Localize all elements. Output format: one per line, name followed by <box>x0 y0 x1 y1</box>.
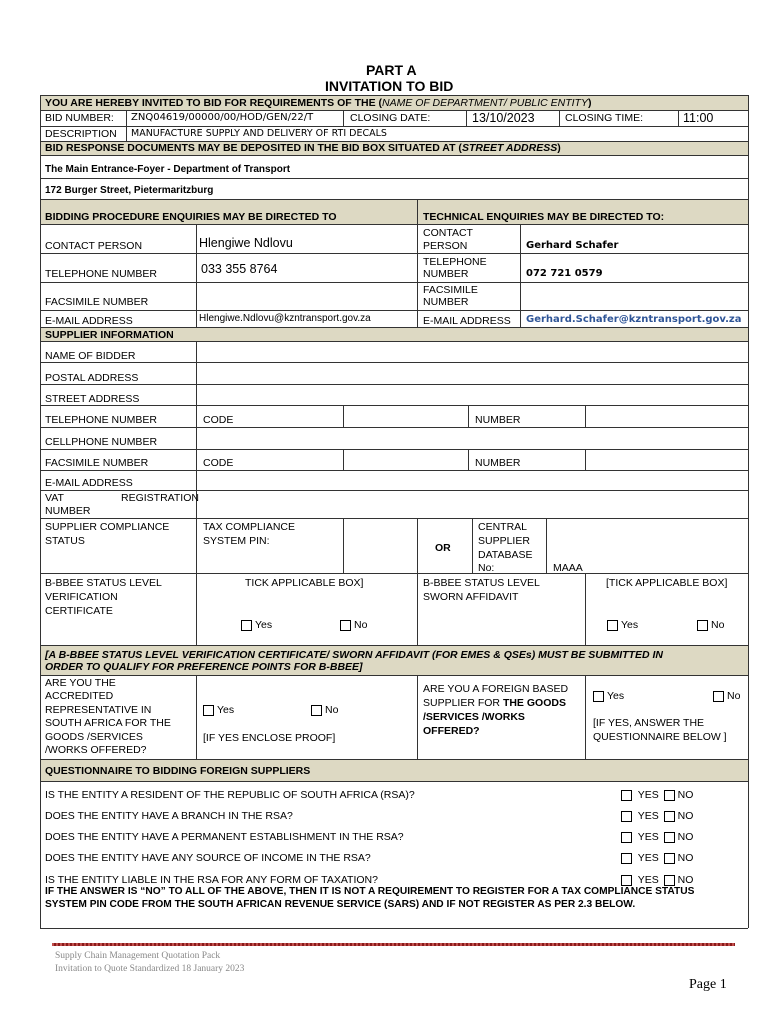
foreign-q-2: SUPPLIER FOR THE GOODS <box>423 697 566 709</box>
compliance-label-2: STATUS <box>45 535 85 547</box>
accredited-no-option[interactable]: No <box>311 704 338 716</box>
tech-contact: Gerhard Schafer <box>526 240 619 251</box>
fax-code-label: CODE <box>203 457 234 469</box>
maaa-prefix: MAAA <box>553 562 583 574</box>
checkbox-icon[interactable] <box>664 875 675 886</box>
bbbee-notice-2: ORDER TO QUALIFY FOR PREFERENCE POINTS FOR B-BBEE] <box>45 661 363 673</box>
tech-email-label: E-MAIL ADDRESS <box>423 315 511 327</box>
q2-answer[interactable]: YES NO <box>621 810 693 822</box>
foreign-note-2: QUESTIONNAIRE BELOW ] <box>593 731 727 743</box>
technical-enquiries-heading: TECHNICAL ENQUIRIES MAY BE DIRECTED TO: <box>423 211 665 223</box>
checkbox-icon[interactable] <box>340 620 351 631</box>
bbbee-notice-1: [A B-BBEE STATUS LEVEL VERIFICATION CERTIFICATE/ SWORN AFFIDAVIT (FOR EMES & QSEs) MUST BE SUBMITTED IN <box>45 649 663 661</box>
checkbox-icon[interactable] <box>607 620 618 631</box>
bbbee-cert-label-3: CERTIFICATE <box>45 605 113 617</box>
foreign-q-1: ARE YOU A FOREIGN BASED <box>423 683 569 695</box>
q5-answer[interactable]: YES NO <box>621 874 693 886</box>
accredited-q-1: ARE YOU THE <box>45 677 116 689</box>
q1-answer[interactable]: YES NO <box>621 789 693 801</box>
supplier-heading: SUPPLIER INFORMATION <box>45 329 174 341</box>
description: MANUFACTURE SUPPLY AND DELIVERY OF RTI DECALS <box>131 128 387 139</box>
bbbee-affidavit-label-1: B-BBEE STATUS LEVEL <box>423 577 540 589</box>
checkbox-icon[interactable] <box>593 691 604 702</box>
checkbox-icon[interactable] <box>664 832 675 843</box>
csd-label-3: DATABASE <box>478 549 533 561</box>
foreign-no-option[interactable]: No <box>713 690 740 702</box>
description-label: DESCRIPTION <box>45 128 117 140</box>
question-2: DOES THE ENTITY HAVE A BRANCH IN THE RSA? <box>45 810 293 822</box>
page-title: INVITATION TO BID <box>325 78 454 94</box>
tax-pin-label-2: SYSTEM PIN: <box>203 535 270 547</box>
accredited-q-5: GOODS /SERVICES <box>45 731 143 743</box>
question-1: IS THE ENTITY A RESIDENT OF THE REPUBLIC OF SOUTH AFRICA (RSA)? <box>45 789 415 801</box>
tech-contact-label-2: PERSON <box>423 240 468 252</box>
page-number: Page 1 <box>689 977 727 992</box>
questionnaire-conclusion-1: IF THE ANSWER IS “NO” TO ALL OF THE ABOVE, THEN IT IS NOT A REQUIREMENT TO REGISTER FOR A TAX COMPLIANCE STATUS <box>45 886 695 897</box>
accredited-yes-option[interactable]: Yes <box>203 704 234 716</box>
tech-fax-label-1: FACSIMILE <box>423 284 478 296</box>
cert-no-option[interactable]: No <box>340 619 367 631</box>
checkbox-icon[interactable] <box>621 853 632 864</box>
supplier-email-label: E-MAIL ADDRESS <box>45 477 133 489</box>
affidavit-yes-option[interactable]: Yes <box>607 619 638 631</box>
foreign-q-3: /SERVICES /WORKS <box>423 711 525 723</box>
accredited-q-2: ACCREDITED <box>45 690 114 702</box>
closing-date-label: CLOSING DATE: <box>350 112 431 124</box>
supplier-fax-label: FACSIMILE NUMBER <box>45 457 149 469</box>
question-3: DOES THE ENTITY HAVE A PERMANENT ESTABLISHMENT IN THE RSA? <box>45 831 404 843</box>
contact-person: Hlengiwe Ndlovu <box>199 236 293 250</box>
bbbee-cert-label-1: B-BBEE STATUS LEVEL <box>45 577 162 589</box>
bid-number-label: BID NUMBER: <box>45 112 114 124</box>
accredited-q-3: REPRESENTATIVE IN <box>45 704 152 716</box>
checkbox-icon[interactable] <box>697 620 708 631</box>
q4-answer[interactable]: YES NO <box>621 852 693 864</box>
foreign-note-1: [IF YES, ANSWER THE <box>593 717 705 729</box>
checkbox-icon[interactable] <box>621 875 632 886</box>
checkbox-icon[interactable] <box>621 790 632 801</box>
question-5: IS THE ENTITY LIABLE IN THE RSA FOR ANY FORM OF TAXATION? <box>45 874 378 886</box>
checkbox-icon[interactable] <box>664 853 675 864</box>
bidding-enquiries-heading: BIDDING PROCEDURE ENQUIRIES MAY BE DIRECTED TO <box>45 211 337 223</box>
deposit-address-line1: The Main Entrance-Foyer - Department of Transport <box>45 164 291 175</box>
telephone-number-label: NUMBER <box>475 414 521 426</box>
foreign-yes-option[interactable]: Yes <box>593 690 624 702</box>
cert-yes-option[interactable]: Yes <box>241 619 272 631</box>
tech-email: Gerhard.Schafer@kzntransport.gov.za <box>526 314 742 325</box>
question-4: DOES THE ENTITY HAVE ANY SOURCE OF INCOME IN THE RSA? <box>45 852 371 864</box>
csd-label-2: SUPPLIER <box>478 535 530 547</box>
tech-fax-label-2: NUMBER <box>423 296 469 308</box>
q3-answer[interactable]: YES NO <box>621 831 693 843</box>
supplier-telephone-label: TELEPHONE NUMBER <box>45 414 158 426</box>
tech-telephone: 072 721 0579 <box>526 268 603 279</box>
tick-box-label-2: [TICK APPLICABLE BOX] <box>606 577 728 589</box>
vat-label-2: REGISTRATION <box>121 492 199 504</box>
email: Hlengiwe.Ndlovu@kzntransport.gov.za <box>199 313 371 324</box>
csd-label-4: No: <box>478 562 495 574</box>
checkbox-icon[interactable] <box>621 811 632 822</box>
footer-line-2: Invitation to Quote Standardized 18 January 2023 <box>55 964 245 974</box>
telephone: 033 355 8764 <box>201 262 278 276</box>
checkbox-icon[interactable] <box>664 790 675 801</box>
cellphone-label: CELLPHONE NUMBER <box>45 436 158 448</box>
bbbee-affidavit-label-2: SWORN AFFIDAVIT <box>423 591 519 603</box>
tick-box-label-1: TICK APPLICABLE BOX] <box>245 577 364 589</box>
checkbox-icon[interactable] <box>203 705 214 716</box>
checkbox-icon[interactable] <box>664 811 675 822</box>
closing-time: 11:00 <box>683 111 714 125</box>
deposit-address-line2: 172 Burger Street, Pietermaritzburg <box>45 185 214 196</box>
bid-number: ZNQ04619/00000/00/HOD/GEN/22/T <box>131 112 314 123</box>
contact-person-label: CONTACT PERSON <box>45 240 143 252</box>
name-of-bidder-label: NAME OF BIDDER <box>45 350 136 362</box>
or-label: OR <box>435 542 451 554</box>
street-address-label: STREET ADDRESS <box>45 393 140 405</box>
checkbox-icon[interactable] <box>713 691 724 702</box>
checkbox-icon[interactable] <box>241 620 252 631</box>
vat-label-3: NUMBER <box>45 505 91 517</box>
csd-label-1: CENTRAL <box>478 521 528 533</box>
tech-telephone-label-1: TELEPHONE <box>423 256 487 268</box>
deposit-heading: BID RESPONSE DOCUMENTS MAY BE DEPOSITED IN THE BID BOX SITUATED AT (STREET ADDRESS) <box>45 142 561 154</box>
tech-contact-label-1: CONTACT <box>423 227 473 239</box>
foreign-q-4: OFFERED? <box>423 725 480 737</box>
checkbox-icon[interactable] <box>621 832 632 843</box>
questionnaire-conclusion-2: SYSTEM PIN CODE FROM THE SOUTH AFRICAN REVENUE SERVICE (SARS) AND IF NOT REGISTER AS PER 2.3 BELOW. <box>45 899 636 910</box>
closing-time-label: CLOSING TIME: <box>565 112 643 124</box>
closing-date: 13/10/2023 <box>472 111 535 125</box>
enclose-proof-note: [IF YES ENCLOSE PROOF] <box>203 732 336 744</box>
tech-telephone-label-2: NUMBER <box>423 268 469 280</box>
vat-label-1: VAT <box>45 492 64 504</box>
invite-line: YOU ARE HEREBY INVITED TO BID FOR REQUIREMENTS OF THE (NAME OF DEPARTMENT/ PUBLIC ENTITY) <box>45 97 592 109</box>
affidavit-no-option[interactable]: No <box>697 619 724 631</box>
accredited-q-4: SOUTH AFRICA FOR THE <box>45 717 171 729</box>
checkbox-icon[interactable] <box>311 705 322 716</box>
telephone-code-label: CODE <box>203 414 234 426</box>
email-label: E-MAIL ADDRESS <box>45 315 133 327</box>
compliance-label-1: SUPPLIER COMPLIANCE <box>45 521 170 533</box>
accredited-q-6: /WORKS OFFERED? <box>45 744 147 756</box>
part-label: PART A <box>366 62 417 78</box>
questionnaire-heading: QUESTIONNAIRE TO BIDDING FOREIGN SUPPLIERS <box>45 765 311 777</box>
postal-address-label: POSTAL ADDRESS <box>45 372 139 384</box>
fax-number-label: NUMBER <box>475 457 521 469</box>
bbbee-cert-label-2: VERIFICATION <box>45 591 118 603</box>
footer-divider <box>52 943 735 946</box>
footer-line-1: Supply Chain Management Quotation Pack <box>55 951 221 961</box>
fax-label: FACSIMILE NUMBER <box>45 296 149 308</box>
telephone-label: TELEPHONE NUMBER <box>45 268 158 280</box>
tax-pin-label-1: TAX COMPLIANCE <box>203 521 295 533</box>
